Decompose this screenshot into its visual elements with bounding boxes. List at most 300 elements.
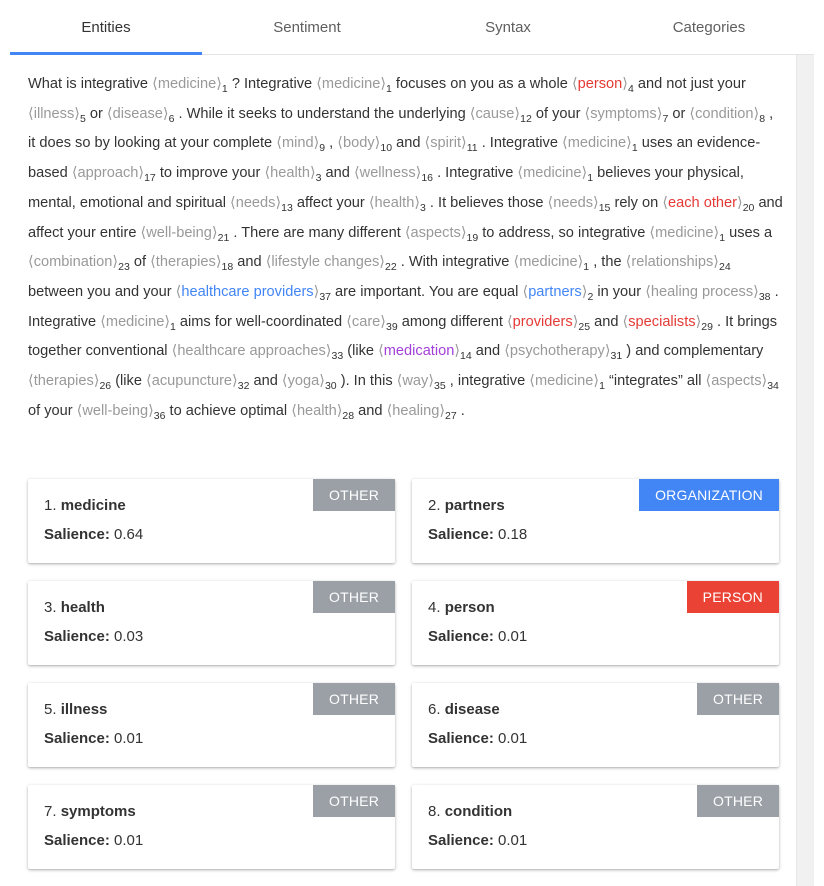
bracket-open: ⟨: [504, 343, 510, 360]
text-run: uses an evidence-based: [28, 135, 761, 182]
entity-mention[interactable]: [316, 76, 392, 95]
salience-label: Salience:: [428, 730, 494, 747]
salience-label: Salience:: [44, 526, 110, 543]
bracket-close: ⟩: [379, 254, 385, 271]
text-run: are important. You are equal: [331, 283, 523, 300]
entity-mention-name: health: [374, 194, 415, 211]
entity-mention-index: 9: [319, 142, 326, 155]
entity-mention[interactable]: [584, 105, 669, 125]
bracket-open: ⟨: [346, 313, 352, 330]
bracket-open: ⟨: [281, 373, 288, 390]
entity-mention-index: 1: [719, 231, 726, 244]
bracket-open: ⟨: [649, 224, 656, 241]
entity-mention-name: partners: [528, 283, 582, 300]
text-run: to improve your: [155, 165, 265, 182]
entity-mention-index: 19: [466, 231, 479, 244]
tab-bar: [10, 0, 814, 55]
bracket-close: ⟩: [656, 105, 663, 122]
entity-card-title: [44, 497, 126, 514]
entity-mention[interactable]: [28, 373, 112, 393]
bracket-open: ⟨: [276, 135, 282, 152]
entity-mention-index: 34: [767, 380, 779, 393]
bracket-open: ⟨: [100, 313, 106, 330]
salience-label: Salience:: [428, 526, 494, 543]
bracket-open: ⟨: [513, 254, 520, 271]
bracket-close: ⟩: [336, 402, 343, 419]
entity-mention-index: 5: [79, 112, 86, 125]
bracket-close: ⟩: [581, 165, 588, 182]
bracket-open: ⟨: [316, 76, 322, 92]
entity-card-salience: [44, 832, 143, 849]
entity-mention-name: each other: [668, 194, 737, 211]
text-run: aims for well-coordinated: [175, 313, 347, 330]
text-run: “integrates” all: [604, 373, 706, 390]
entity-card-salience: [428, 628, 527, 645]
salience-value: 0.18: [498, 526, 528, 543]
entity-mention-index: 25: [578, 320, 591, 333]
entity-mention-index: 7: [662, 112, 669, 125]
text-run: affect your: [292, 194, 369, 211]
entity-card-name: disease: [444, 701, 500, 718]
entity-mention-index: 29: [701, 320, 713, 333]
text-run: , integrative: [445, 373, 530, 390]
entity-card-title: [428, 803, 512, 820]
entity-card[interactable]: [412, 479, 779, 563]
entity-card-title: [428, 599, 495, 616]
entity-mention-name: medicine: [567, 135, 627, 152]
bracket-close: ⟩: [313, 135, 320, 152]
entity-mention-name: aspects: [711, 373, 762, 390]
text-run: , the: [589, 254, 626, 271]
entity-mention-index: 21: [217, 231, 230, 244]
entity-type-badge: OTHER: [313, 581, 395, 613]
entity-mention-index: 4: [628, 83, 634, 95]
bracket-open: ⟨: [175, 283, 182, 300]
entity-mention[interactable]: [265, 254, 397, 274]
bracket-close: ⟩: [622, 76, 628, 92]
bracket-open: ⟨: [28, 254, 34, 271]
entity-type-badge: OTHER: [697, 785, 779, 817]
entity-card[interactable]: [28, 581, 395, 665]
entity-mention-name: specialists: [628, 313, 696, 330]
text-run: and: [590, 313, 623, 330]
text-run: and: [233, 254, 266, 271]
entity-mention[interactable]: [76, 402, 166, 422]
entity-mention-index: 2: [587, 290, 594, 303]
bracket-close: ⟩: [138, 165, 145, 182]
entity-card[interactable]: [28, 479, 395, 563]
entity-mention[interactable]: [662, 194, 755, 214]
entity-mention[interactable]: [649, 224, 726, 244]
entity-card[interactable]: [412, 581, 779, 665]
entity-mention[interactable]: [28, 105, 86, 125]
entity-mention-name: wellness: [359, 165, 416, 182]
bracket-open: ⟨: [291, 402, 297, 419]
entity-mention[interactable]: [230, 194, 293, 214]
text-run: (like: [343, 343, 379, 360]
entity-mention-name: yoga: [287, 373, 320, 390]
text-run: and: [249, 373, 282, 390]
entity-mention[interactable]: [625, 254, 731, 274]
entity-mention[interactable]: [562, 135, 638, 155]
entity-mention-index: 32: [237, 380, 250, 393]
text-run: . It brings together conventional: [28, 313, 778, 360]
entity-mention-index: 27: [445, 409, 457, 422]
entity-mention-name: care: [351, 313, 381, 330]
entity-mention[interactable]: [140, 224, 230, 244]
entity-card-title: [428, 701, 500, 718]
bracket-open: ⟨: [622, 313, 629, 330]
bracket-close: ⟩: [380, 313, 386, 330]
entity-mention-index: 22: [385, 261, 397, 274]
salience-label: Salience:: [428, 832, 494, 849]
vertical-scrollbar[interactable]: [796, 55, 814, 886]
entity-card-index: 5.: [44, 701, 57, 718]
entity-mention-index: 8: [759, 112, 766, 125]
entity-mention[interactable]: [386, 402, 457, 422]
salience-label: Salience:: [44, 832, 110, 849]
bracket-open: ⟨: [386, 402, 393, 419]
entity-mention-index: 1: [631, 142, 638, 155]
entity-mention-index: 28: [342, 409, 355, 422]
entity-mention-name: well-being: [82, 402, 149, 419]
entity-mention[interactable]: [28, 254, 130, 274]
bracket-open: ⟨: [424, 135, 431, 152]
entity-card-name: medicine: [60, 497, 126, 514]
tab-syntax[interactable]: Syntax: [485, 19, 531, 36]
entity-mention-name: medicine: [157, 76, 217, 92]
entity-card-index: 6.: [428, 701, 441, 718]
bracket-close: ⟩: [216, 76, 222, 92]
entity-mention[interactable]: [396, 373, 446, 393]
text-run: . With integrative: [396, 254, 514, 271]
bracket-open: ⟨: [705, 373, 712, 390]
entity-mention[interactable]: [689, 105, 766, 125]
entity-card-index: 1.: [44, 497, 57, 514]
entity-card-salience: [428, 730, 527, 747]
bracket-close: ⟩: [93, 373, 100, 390]
entity-mention-name: medicine: [523, 165, 582, 182]
entity-mention[interactable]: [150, 254, 234, 274]
tab-entities[interactable]: Entities: [10, 0, 202, 54]
entity-card[interactable]: [412, 785, 779, 869]
text-run: and not just your: [633, 76, 746, 92]
entity-mention[interactable]: [346, 313, 398, 333]
entity-mention-index: 15: [598, 201, 611, 214]
bracket-open: ⟨: [625, 254, 632, 271]
entity-mention-name: healthcare approaches: [177, 343, 326, 360]
entity-type-badge: ORGANIZATION: [639, 479, 779, 511]
bracket-close: ⟩: [577, 254, 584, 271]
entity-mention[interactable]: [469, 105, 532, 125]
entity-mention-index: 31: [610, 350, 623, 363]
entity-card-title: [44, 803, 136, 820]
bracket-close: ⟩: [572, 313, 579, 330]
bracket-open: ⟨: [571, 76, 578, 92]
bracket-close: ⟩: [374, 135, 381, 152]
entity-card-index: 8.: [428, 803, 441, 820]
entity-mention-index: 33: [331, 350, 344, 363]
entity-mention-index: 18: [221, 261, 234, 274]
entity-mention-index: 1: [599, 380, 605, 393]
entity-card-name: illness: [60, 701, 108, 718]
entity-mention[interactable]: [378, 343, 472, 363]
entity-mention-name: approach: [77, 165, 139, 182]
text-run: among different: [397, 313, 507, 330]
entity-mention-name: body: [343, 135, 375, 152]
entity-mention-index: 3: [420, 201, 426, 214]
entity-card-index: 2.: [428, 497, 441, 514]
entity-mention[interactable]: [353, 165, 434, 185]
bracket-open: ⟨: [522, 283, 529, 300]
entity-card-salience: [44, 628, 143, 645]
entity-mention[interactable]: [522, 283, 594, 303]
text-run: . Integrative: [28, 283, 779, 330]
bracket-close: ⟩: [593, 194, 599, 211]
entity-card-index: 7.: [44, 803, 57, 820]
bracket-open: ⟨: [337, 135, 343, 152]
entity-mention-index: 3: [315, 172, 322, 185]
entity-mention-name: person: [577, 76, 623, 92]
entity-card-index: 4.: [428, 599, 441, 616]
entity-mention-index: 6: [168, 112, 175, 125]
entity-mention[interactable]: [175, 283, 331, 303]
entity-mention-name: therapies: [155, 254, 216, 271]
bracket-open: ⟨: [584, 105, 591, 122]
entity-card-name: condition: [444, 803, 513, 820]
bracket-open: ⟨: [662, 194, 669, 211]
bracket-close: ⟩: [593, 373, 600, 390]
entity-card-name: person: [444, 599, 495, 616]
entity-mention[interactable]: [146, 373, 250, 393]
bracket-open: ⟨: [28, 105, 34, 122]
entity-mention[interactable]: [71, 165, 156, 185]
entity-mention[interactable]: [404, 224, 479, 244]
entity-mention-name: condition: [695, 105, 754, 122]
bracket-close: ⟩: [753, 105, 760, 122]
entity-card-title: [44, 701, 107, 718]
bracket-open: ⟨: [396, 373, 403, 390]
tab-categories[interactable]: Categories: [672, 19, 746, 36]
entity-mention[interactable]: [513, 254, 590, 274]
entity-mention-index: 1: [587, 172, 594, 185]
bracket-close: ⟩: [514, 105, 521, 122]
entity-mention-name: medicine: [655, 224, 714, 241]
entity-card-salience: [44, 730, 143, 747]
bracket-close: ⟩: [604, 343, 611, 360]
bracket-open: ⟨: [146, 373, 152, 390]
text-run: ) and complementary: [622, 343, 764, 360]
entity-mention-name: healing process: [650, 283, 754, 300]
entity-mention[interactable]: [337, 135, 393, 155]
bracket-close: ⟩: [313, 283, 320, 300]
bracket-close: ⟩: [460, 224, 467, 241]
entity-mention-index: 37: [319, 290, 331, 303]
entity-mention-name: needs: [235, 194, 276, 211]
entity-card-index: 3.: [44, 599, 57, 616]
entity-mention-index: 12: [520, 112, 532, 125]
entity-mention-name: medicine: [321, 76, 381, 92]
entity-mention-name: needs: [553, 194, 594, 211]
entity-mention-name: medicine: [105, 313, 165, 330]
entity-mention-index: 36: [153, 409, 166, 422]
text-run: believes your physical, mental, emotional and spiritual: [28, 165, 744, 211]
entity-mention[interactable]: [705, 373, 779, 393]
text-run: rely on: [610, 194, 663, 211]
bracket-close: ⟩: [414, 194, 421, 211]
bracket-close: ⟩: [753, 283, 759, 300]
entity-mention-index: 35: [434, 380, 446, 393]
bracket-close: ⟩: [232, 373, 238, 390]
salience-label: Salience:: [44, 628, 110, 645]
entity-mention-name: health: [296, 402, 337, 419]
bracket-open: ⟨: [76, 402, 83, 419]
entity-mention-index: 39: [386, 320, 398, 333]
entity-mention[interactable]: [291, 402, 355, 422]
salience-label: Salience:: [428, 628, 494, 645]
bracket-open: ⟨: [378, 343, 384, 360]
entity-mention-name: lifestyle changes: [271, 254, 380, 271]
entity-card-name: partners: [444, 497, 505, 514]
bracket-open: ⟨: [469, 105, 476, 122]
entity-mention-index: 11: [466, 142, 478, 155]
entity-mention[interactable]: [152, 76, 228, 95]
text-run: ). In this: [336, 373, 397, 390]
bracket-close: ⟩: [454, 343, 461, 360]
text-run: uses a: [725, 224, 773, 241]
entity-mention[interactable]: [504, 343, 623, 363]
bracket-close: ⟩: [325, 343, 332, 360]
entity-mention[interactable]: [276, 135, 326, 155]
entity-mention-index: 1: [170, 320, 176, 333]
entity-mention-index: 13: [281, 201, 293, 214]
text-run: (like: [111, 373, 147, 390]
bracket-close: ⟩: [162, 105, 169, 122]
text-run: of your: [531, 105, 585, 122]
entity-mention[interactable]: [106, 105, 175, 125]
entity-mention-name: way: [402, 373, 429, 390]
bracket-open: ⟨: [529, 373, 535, 390]
salience-label: Salience:: [44, 730, 110, 747]
bracket-open: ⟨: [562, 135, 568, 152]
entity-mention[interactable]: [517, 165, 594, 185]
entity-mention-name: medicine: [519, 254, 578, 271]
text-run: and: [354, 402, 387, 419]
entity-mention[interactable]: [571, 76, 634, 95]
entity-mention[interactable]: [264, 165, 322, 185]
bracket-open: ⟨: [140, 224, 147, 241]
bracket-close: ⟩: [713, 224, 720, 241]
entity-mention-name: aspects: [410, 224, 461, 241]
bracket-open: ⟨: [353, 165, 360, 182]
entity-card[interactable]: [28, 785, 395, 869]
entity-mention[interactable]: [424, 135, 478, 155]
text-run: to achieve optimal: [165, 402, 292, 419]
text-run: What is integrative: [28, 76, 153, 92]
entity-mention[interactable]: [645, 283, 771, 303]
bracket-open: ⟨: [506, 313, 513, 330]
text-run: . Integrative: [433, 165, 518, 182]
bracket-open: ⟨: [150, 254, 156, 271]
entity-mention[interactable]: [281, 373, 337, 393]
entity-mention[interactable]: [368, 194, 426, 214]
bracket-close: ⟩: [695, 313, 702, 330]
text-run: and: [471, 343, 505, 360]
entity-mention-name: psychotherapy: [509, 343, 605, 360]
bracket-close: ⟩: [275, 194, 282, 211]
bracket-open: ⟨: [265, 254, 272, 271]
text-run: ? Integrative: [227, 76, 317, 92]
entity-mention-name: healing: [392, 402, 440, 419]
bracket-open: ⟨: [404, 224, 411, 241]
entity-type-badge: OTHER: [313, 683, 395, 715]
entity-mention[interactable]: [622, 313, 713, 333]
text-run: in your: [593, 283, 646, 300]
text-run: . Integrative: [477, 135, 563, 152]
bracket-close: ⟩: [211, 224, 218, 241]
entity-mention-name: spirit: [430, 135, 462, 152]
text-run: of your: [28, 402, 77, 419]
annotated-text: [28, 70, 784, 426]
salience-value: 0.01: [498, 730, 528, 747]
bracket-open: ⟨: [645, 283, 651, 300]
entity-mention-name: therapies: [33, 373, 94, 390]
entity-mention-name: well-being: [146, 224, 212, 241]
text-run: .: [456, 402, 465, 419]
entity-type-badge: OTHER: [697, 683, 779, 715]
bracket-open: ⟨: [689, 105, 696, 122]
text-run: and affect your entire: [28, 194, 783, 241]
entity-mention-index: 30: [324, 380, 337, 393]
entity-mention-index: 17: [144, 172, 156, 185]
bracket-open: ⟨: [547, 194, 554, 211]
bracket-close: ⟩: [439, 402, 446, 419]
tab-sentiment[interactable]: Sentiment: [273, 19, 341, 36]
bracket-close: ⟩: [626, 135, 632, 152]
entity-mention-name: providers: [512, 313, 573, 330]
entity-card-title: [428, 497, 505, 514]
salience-value: 0.01: [498, 832, 528, 849]
entity-mention-name: illness: [33, 105, 75, 122]
entity-card[interactable]: [412, 683, 779, 767]
entity-card-salience: [428, 832, 527, 849]
entity-mention-name: medication: [383, 343, 455, 360]
entity-mention[interactable]: [100, 313, 176, 333]
text-run: . It believes those: [425, 194, 548, 211]
entity-mention-name: health: [270, 165, 310, 182]
bracket-close: ⟩: [319, 373, 325, 390]
entity-card-name: health: [60, 599, 105, 616]
entity-card[interactable]: [28, 683, 395, 767]
entity-type-badge: OTHER: [313, 479, 395, 511]
text-run: ,: [325, 135, 338, 152]
text-run: between you and your: [28, 283, 176, 300]
entity-mention[interactable]: [529, 373, 605, 393]
entity-mention-name: mind: [281, 135, 314, 152]
text-run: or: [668, 105, 690, 122]
entity-type-badge: PERSON: [687, 581, 779, 613]
bracket-close: ⟩: [164, 313, 171, 330]
entity-mention[interactable]: [547, 194, 611, 214]
entity-mention[interactable]: [171, 343, 344, 363]
bracket-close: ⟩: [428, 373, 435, 390]
bracket-open: ⟨: [152, 76, 158, 92]
bracket-close: ⟩: [461, 135, 467, 152]
entity-mention-index: 1: [386, 83, 392, 95]
entity-mention[interactable]: [506, 313, 591, 333]
salience-value: 0.64: [114, 526, 144, 543]
text-run: and: [392, 135, 425, 152]
